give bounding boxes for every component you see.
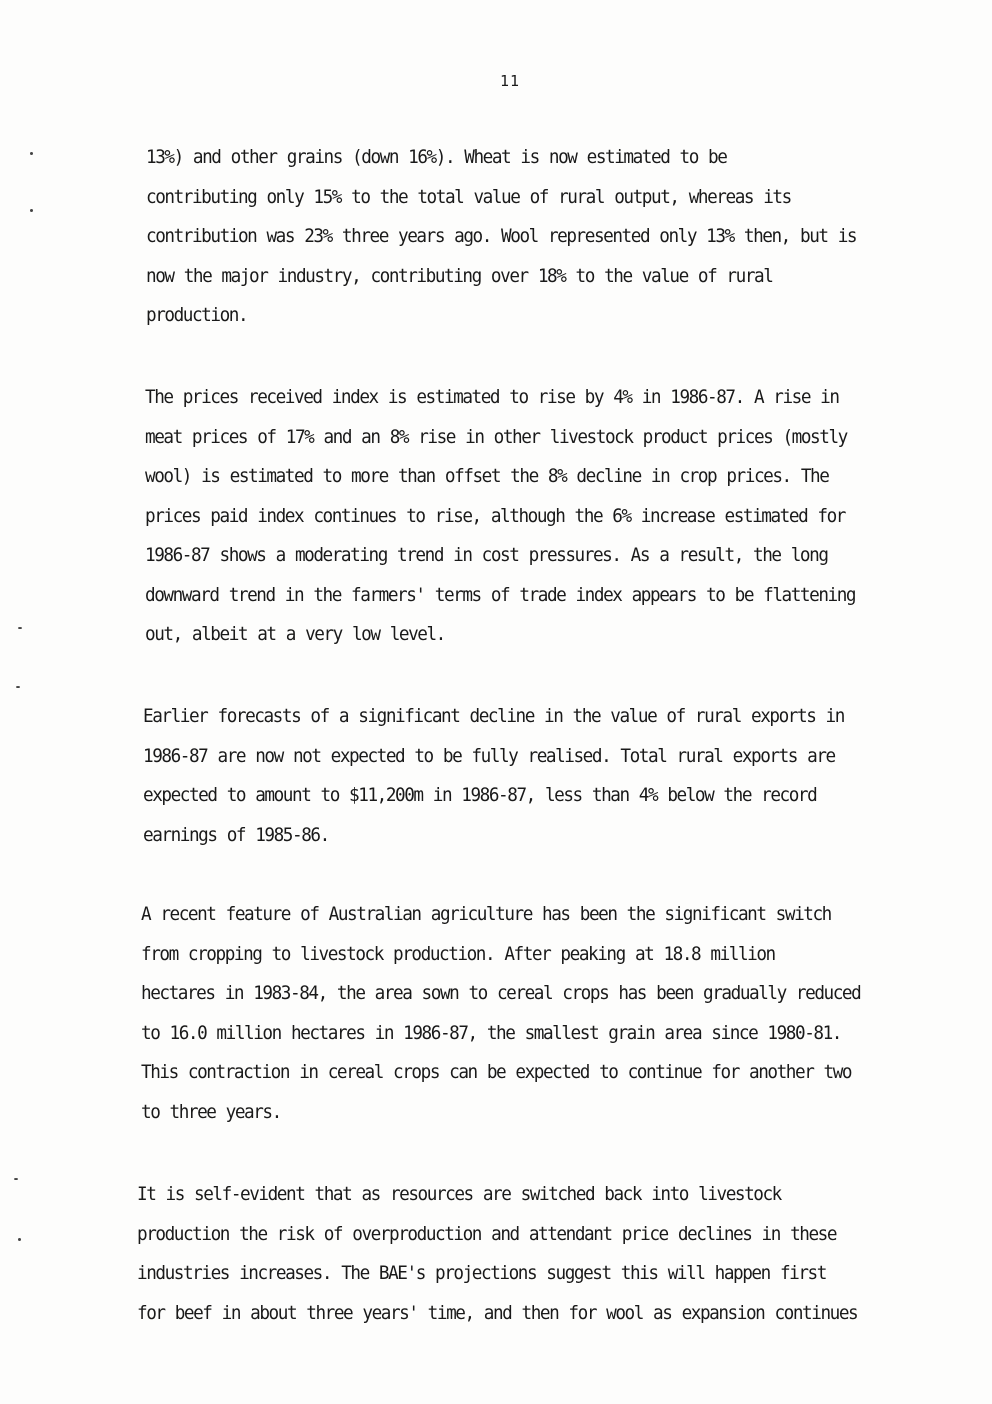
- scan-speck: [14, 1178, 18, 1180]
- paragraph-prices-index: [145, 378, 880, 655]
- text-line: now the major industry, contributing over 18% to the value of rural: [146, 264, 773, 287]
- text-line: The prices received index is estimated to rise by 4% in 1986-87. A rise in: [145, 386, 839, 408]
- text-line: Earlier forecasts of a significant decline in the value of rural exports in: [143, 705, 844, 727]
- text-line: contribution was 23% three years ago. Wool represented only 13% then, but is: [146, 225, 857, 247]
- text-line: 1986-87 shows a moderating trend in cost pressures. As a result, the long: [145, 544, 828, 566]
- text-line: from cropping to livestock production. After peaking at 18.8 million: [141, 942, 775, 965]
- text-line: This contraction in cereal crops can be expected to continue for another two: [141, 1061, 852, 1083]
- text-line: expected to amount to $11,200m in 1986-87, less than 4% below the record: [143, 784, 817, 806]
- scan-speck: [30, 152, 33, 155]
- paragraph-rural-exports: [143, 697, 878, 855]
- text-line: for beef in about three years' time, and then for wool as expansion continues: [137, 1301, 858, 1324]
- text-line: industries increases. The BAE's projections suggest this will happen first: [137, 1262, 826, 1284]
- text-line: out, albeit at a very low level.: [145, 623, 445, 645]
- scan-speck: [18, 1238, 21, 1241]
- text-line: contributing only 15% to the total value of rural output, whereas its: [146, 185, 791, 208]
- scan-speck: [30, 209, 33, 212]
- text-line: downward trend in the farmers' terms of trade index appears to be flattening: [145, 583, 856, 606]
- text-line: It is self-evident that as resources are switched back into livestock: [137, 1183, 781, 1205]
- paragraph-overproduction-risk: [137, 1175, 872, 1333]
- text-line: to 16.0 million hectares in 1986-87, the smallest grain area since 1980-81.: [141, 1021, 841, 1044]
- scan-speck: [18, 627, 22, 629]
- text-line: A recent feature of Australian agriculture has been the significant switch: [141, 903, 831, 925]
- text-line: 13%) and other grains (down 16%). Wheat is now estimated to be: [146, 146, 727, 168]
- text-line: 1986-87 are now not expected to be fully realised. Total rural exports are: [143, 744, 835, 767]
- paragraph-cropping-switch: [141, 895, 876, 1132]
- paragraph-grain-contribution: [146, 138, 881, 336]
- text-line: hectares in 1983-84, the area sown to cereal crops has been gradually reduced: [141, 982, 861, 1004]
- text-line: to three years.: [141, 1100, 281, 1123]
- text-line: production.: [146, 304, 248, 326]
- text-line: prices paid index continues to rise, although the 6% increase estimated for: [145, 504, 845, 527]
- text-line: production the risk of overproduction and attendant price declines in these: [137, 1222, 837, 1245]
- text-line: wool) is estimated to more than offset the 8% decline in crop prices. The: [145, 465, 829, 487]
- text-line: meat prices of 17% and an 8% rise in other livestock product prices (mostly: [145, 425, 847, 448]
- scan-speck: [16, 686, 20, 688]
- text-line: earnings of 1985-86.: [143, 823, 329, 846]
- page-number: 11: [499, 72, 521, 90]
